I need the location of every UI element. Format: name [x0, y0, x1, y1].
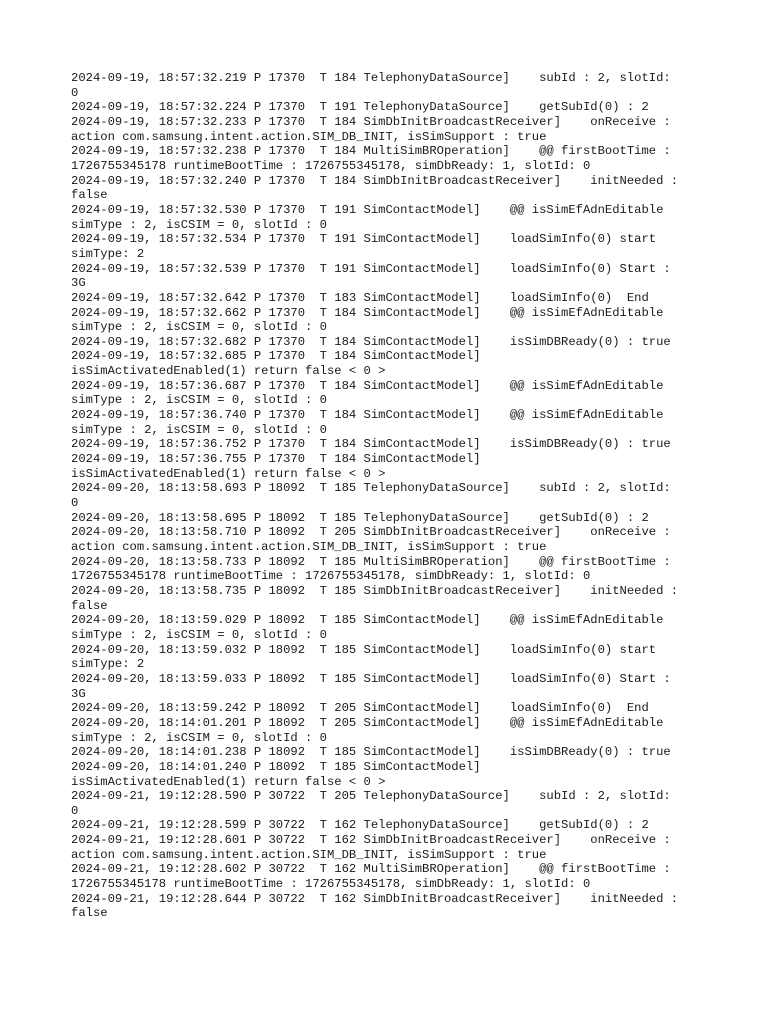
- log-line: isSimActivatedEnabled(1) return false < 0 >: [71, 364, 386, 379]
- log-line: 2024-09-21, 19:12:28.602 P 30722 T 162 MultiSimBROperation] @@ firstBootTime :: [71, 862, 671, 877]
- log-line: false: [71, 598, 108, 613]
- log-line: 2024-09-19, 18:57:32.224 P 17370 T 191 TelephonyDataSource] getSubId(0) : 2: [71, 100, 649, 115]
- log-line: 1726755345178 runtimeBootTime : 1726755345178, simDbReady: 1, slotId: 0: [71, 158, 591, 173]
- log-line: 2024-09-19, 18:57:32.530 P 17370 T 191 SimContactModel] @@ isSimEfAdnEditable: [71, 202, 664, 217]
- log-line: simType : 2, isCSIM = 0, slotId : 0: [71, 393, 327, 408]
- log-line: 2024-09-20, 18:13:59.032 P 18092 T 185 SimContactModel] loadSimInfo(0) start: [71, 642, 657, 657]
- log-line: 0: [71, 803, 79, 818]
- log-line: 2024-09-19, 18:57:32.642 P 17370 T 183 SimContactModel] loadSimInfo(0) End: [71, 290, 649, 305]
- log-line: simType : 2, isCSIM = 0, slotId : 0: [71, 627, 327, 642]
- log-line: 2024-09-19, 18:57:36.755 P 17370 T 184 SimContactModel]: [71, 452, 481, 467]
- log-line: 2024-09-20, 18:13:59.029 P 18092 T 185 SimContactModel] @@ isSimEfAdnEditable: [71, 613, 664, 628]
- log-line: false: [71, 188, 108, 203]
- log-line: isSimActivatedEnabled(1) return false < 0 >: [71, 466, 386, 481]
- log-line: 2024-09-19, 18:57:32.219 P 17370 T 184 TelephonyDataSource] subId : 2, slotId:: [71, 71, 671, 85]
- log-line: 2024-09-20, 18:13:59.033 P 18092 T 185 SimContactModel] loadSimInfo(0) Start :: [71, 671, 671, 686]
- log-line: 2024-09-19, 18:57:32.238 P 17370 T 184 MultiSimBROperation] @@ firstBootTime :: [71, 144, 671, 159]
- log-line: 2024-09-19, 18:57:36.740 P 17370 T 184 SimContactModel] @@ isSimEfAdnEditable: [71, 408, 664, 423]
- log-line: 2024-09-20, 18:14:01.201 P 18092 T 205 SimContactModel] @@ isSimEfAdnEditable: [71, 715, 664, 730]
- log-line: simType : 2, isCSIM = 0, slotId : 0: [71, 422, 327, 437]
- log-line: simType : 2, isCSIM = 0, slotId : 0: [71, 217, 327, 232]
- log-line: 2024-09-19, 18:57:32.685 P 17370 T 184 SimContactModel]: [71, 349, 481, 364]
- log-line: 2024-09-21, 19:12:28.601 P 30722 T 162 SimDbInitBroadcastReceiver] onReceive :: [71, 833, 671, 848]
- log-text-block: [71, 71, 701, 921]
- log-line: 2024-09-19, 18:57:32.233 P 17370 T 184 SimDbInitBroadcastReceiver] onReceive :: [71, 114, 671, 129]
- log-line: 2024-09-19, 18:57:32.240 P 17370 T 184 SimDbInitBroadcastReceiver] initNeeded :: [71, 173, 679, 188]
- log-line: simType : 2, isCSIM = 0, slotId : 0: [71, 730, 327, 745]
- log-line: 3G: [71, 276, 86, 291]
- log-line: 2024-09-20, 18:14:01.240 P 18092 T 185 SimContactModel]: [71, 759, 481, 774]
- log-line: 2024-09-20, 18:13:58.695 P 18092 T 185 TelephonyDataSource] getSubId(0) : 2: [71, 510, 649, 525]
- log-line: 2024-09-19, 18:57:32.539 P 17370 T 191 SimContactModel] loadSimInfo(0) Start :: [71, 261, 671, 276]
- log-line: 1726755345178 runtimeBootTime : 1726755345178, simDbReady: 1, slotId: 0: [71, 877, 591, 892]
- log-line: 1726755345178 runtimeBootTime : 1726755345178, simDbReady: 1, slotId: 0: [71, 569, 591, 584]
- log-line: 0: [71, 85, 79, 100]
- log-line: 3G: [71, 686, 86, 701]
- log-line: action com.samsung.intent.action.SIM_DB_INIT, isSimSupport : true: [71, 540, 547, 554]
- log-line: false: [71, 906, 108, 921]
- log-line: 2024-09-20, 18:13:58.733 P 18092 T 185 MultiSimBROperation] @@ firstBootTime :: [71, 554, 671, 569]
- log-line: 2024-09-19, 18:57:32.534 P 17370 T 191 SimContactModel] loadSimInfo(0) start: [71, 232, 657, 247]
- log-line: 2024-09-20, 18:13:58.735 P 18092 T 185 SimDbInitBroadcastReceiver] initNeeded :: [71, 583, 679, 598]
- log-line: isSimActivatedEnabled(1) return false < 0 >: [71, 774, 386, 789]
- log-line: 2024-09-19, 18:57:32.662 P 17370 T 184 SimContactModel] @@ isSimEfAdnEditable: [71, 305, 664, 320]
- log-line: simType: 2: [71, 657, 145, 672]
- log-line: 2024-09-21, 19:12:28.590 P 30722 T 205 TelephonyDataSource] subId : 2, slotId:: [71, 789, 671, 804]
- log-line: simType: 2: [71, 246, 145, 261]
- log-line: 2024-09-20, 18:13:59.242 P 18092 T 205 SimContactModel] loadSimInfo(0) End: [71, 701, 649, 716]
- log-line: 2024-09-21, 19:12:28.599 P 30722 T 162 TelephonyDataSource] getSubId(0) : 2: [71, 818, 649, 833]
- log-line: 2024-09-19, 18:57:36.687 P 17370 T 184 SimContactModel] @@ isSimEfAdnEditable: [71, 378, 664, 393]
- log-line: action com.samsung.intent.action.SIM_DB_INIT, isSimSupport : true: [71, 847, 547, 862]
- log-line: 2024-09-20, 18:13:58.710 P 18092 T 205 SimDbInitBroadcastReceiver] onReceive :: [71, 525, 671, 540]
- log-line: simType : 2, isCSIM = 0, slotId : 0: [71, 320, 327, 335]
- log-line: 2024-09-19, 18:57:36.752 P 17370 T 184 SimContactModel] isSimDBReady(0) : true: [71, 437, 671, 452]
- log-line: 2024-09-20, 18:14:01.238 P 18092 T 185 SimContactModel] isSimDBReady(0) : true: [71, 745, 671, 760]
- log-line: action com.samsung.intent.action.SIM_DB_INIT, isSimSupport : true: [71, 129, 547, 144]
- log-line: 0: [71, 496, 79, 511]
- log-line: 2024-09-19, 18:57:32.682 P 17370 T 184 SimContactModel] isSimDBReady(0) : true: [71, 334, 671, 349]
- log-line: 2024-09-20, 18:13:58.693 P 18092 T 185 TelephonyDataSource] subId : 2, slotId:: [71, 481, 671, 496]
- log-line: 2024-09-21, 19:12:28.644 P 30722 T 162 SimDbInitBroadcastReceiver] initNeeded :: [71, 891, 679, 906]
